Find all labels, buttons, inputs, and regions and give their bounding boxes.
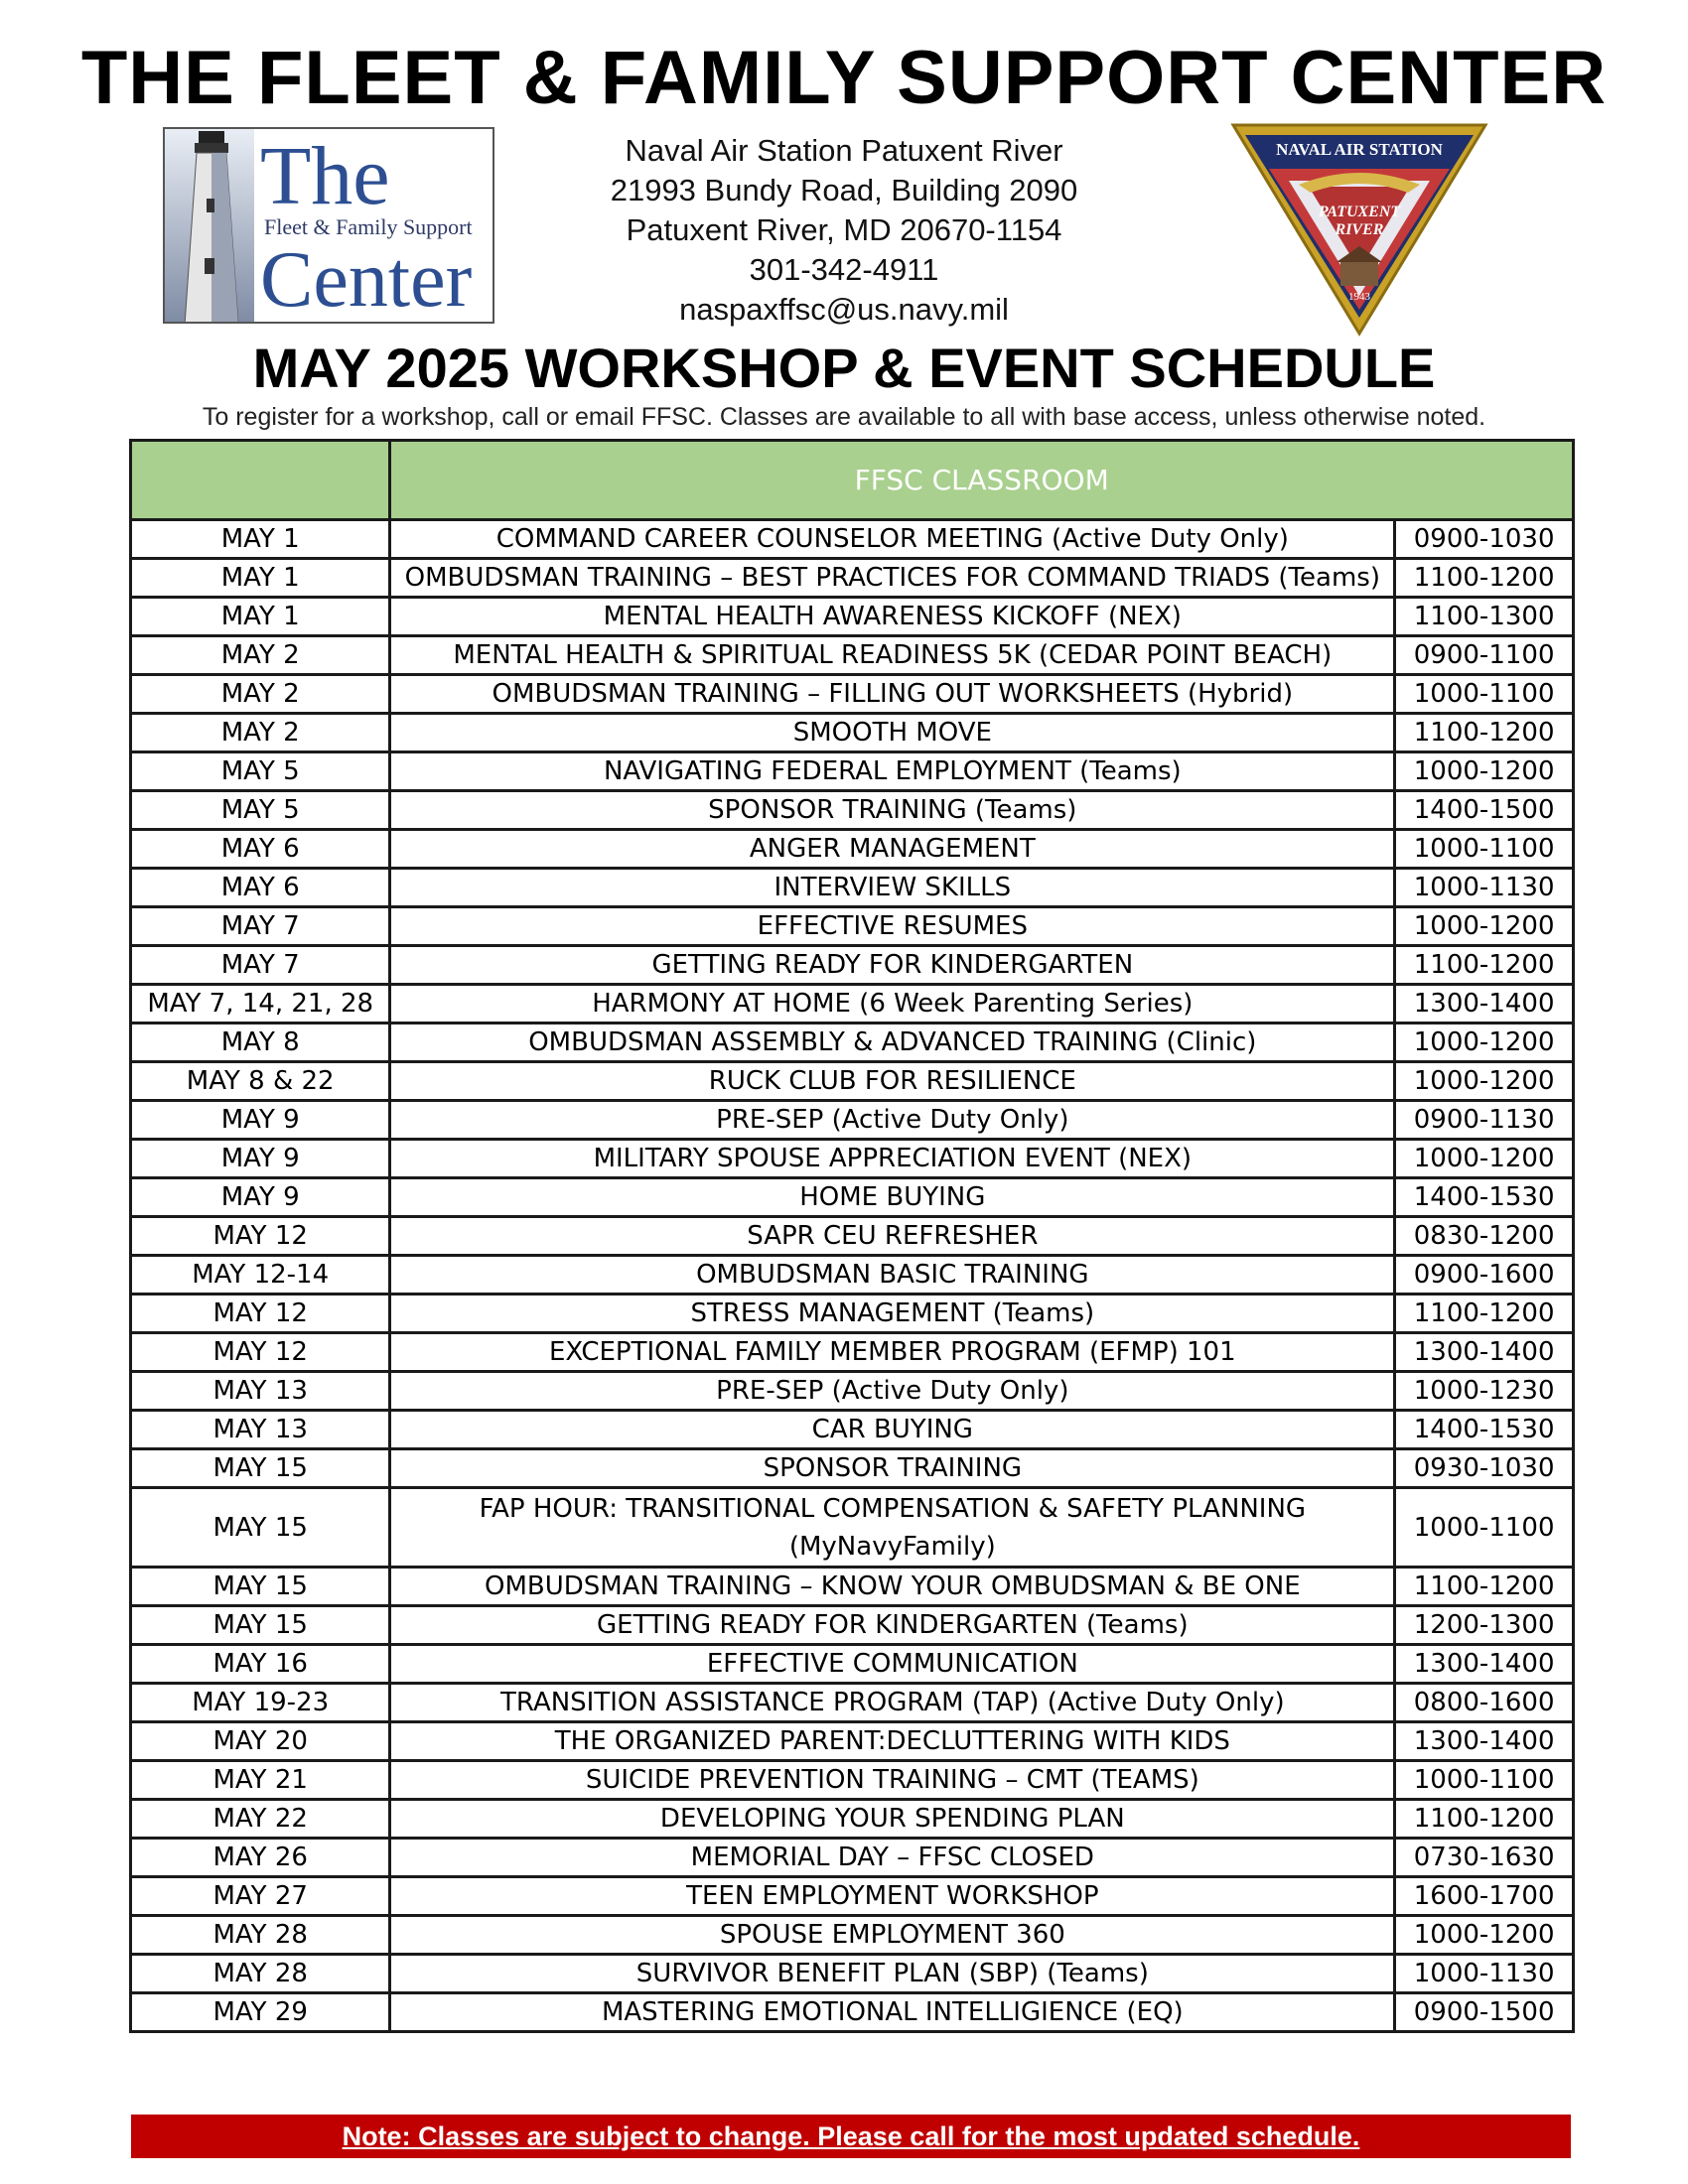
row-event-cell: SPOUSE EMPLOYMENT 360 (390, 1916, 1395, 1955)
table-row (131, 1333, 1574, 1372)
row-date-cell: MAY 19-23 (131, 1684, 390, 1722)
row-event-cell: MENTAL HEALTH & SPIRITUAL READINESS 5K (CEDAR POINT BEACH) (390, 636, 1395, 675)
row-time-cell: 1300-1400 (1395, 1722, 1574, 1761)
table-row (131, 1449, 1574, 1488)
row-event-cell: THE ORGANIZED PARENT:DECLUTTERING WITH KIDS (390, 1722, 1395, 1761)
table-row (131, 1955, 1574, 1993)
row-date-cell: MAY 27 (131, 1877, 390, 1916)
table-row (131, 714, 1574, 752)
table-row (131, 869, 1574, 907)
table-row (131, 1877, 1574, 1916)
row-date-cell: MAY 2 (131, 636, 390, 675)
address-line-city: Patuxent River, MD 20670-1154 (626, 212, 1062, 247)
row-event-cell: OMBUDSMAN TRAINING – FILLING OUT WORKSHEETS (Hybrid) (390, 675, 1395, 714)
row-event-cell: ANGER MANAGEMENT (390, 830, 1395, 869)
row-time-cell: 1600-1700 (1395, 1877, 1574, 1916)
row-event-cell: COMMAND CAREER COUNSELOR MEETING (Active Duty Only) (390, 520, 1395, 559)
table-row (131, 1800, 1574, 1839)
table-row (131, 907, 1574, 946)
table-header-row (131, 441, 1574, 520)
row-time-cell: 1400-1530 (1395, 1178, 1574, 1217)
table-row (131, 1488, 1574, 1568)
row-time-cell: 1100-1200 (1395, 1295, 1574, 1333)
row-time-cell: 0800-1600 (1395, 1684, 1574, 1722)
nas-patuxent-emblem (1229, 121, 1489, 338)
row-time-cell: 1300-1400 (1395, 1645, 1574, 1684)
table-row (131, 1568, 1574, 1606)
row-time-cell: 1100-1200 (1395, 1800, 1574, 1839)
row-time-cell: 0900-1100 (1395, 636, 1574, 675)
row-date-cell: MAY 6 (131, 869, 390, 907)
row-time-cell: 0830-1200 (1395, 1217, 1574, 1256)
row-date-cell: MAY 5 (131, 752, 390, 791)
row-time-cell: 1000-1230 (1395, 1372, 1574, 1411)
table-row (131, 1916, 1574, 1955)
table-row (131, 598, 1574, 636)
row-date-cell: MAY 12 (131, 1333, 390, 1372)
address-line-street: 21993 Bundy Road, Building 2090 (610, 173, 1078, 207)
row-date-cell: MAY 7 (131, 946, 390, 985)
row-time-cell: 1100-1200 (1395, 946, 1574, 985)
row-date-cell: MAY 8 & 22 (131, 1062, 390, 1101)
row-time-cell: 1000-1130 (1395, 869, 1574, 907)
table-row (131, 1722, 1574, 1761)
row-time-cell: 0900-1500 (1395, 1993, 1574, 2032)
address-line-station: Naval Air Station Patuxent River (625, 133, 1063, 168)
row-time-cell: 1100-1300 (1395, 598, 1574, 636)
table-row (131, 1645, 1574, 1684)
row-event-cell: SMOOTH MOVE (390, 714, 1395, 752)
table-row (131, 675, 1574, 714)
table-row (131, 791, 1574, 830)
row-date-cell: MAY 16 (131, 1645, 390, 1684)
table-row (131, 1606, 1574, 1645)
row-date-cell: MAY 2 (131, 714, 390, 752)
table-row (131, 1217, 1574, 1256)
table-row (131, 520, 1574, 559)
row-date-cell: MAY 1 (131, 559, 390, 598)
row-event-cell: OMBUDSMAN ASSEMBLY & ADVANCED TRAINING (Clinic) (390, 1024, 1395, 1062)
row-time-cell: 1000-1200 (1395, 1140, 1574, 1178)
row-event-cell: MEMORIAL DAY – FFSC CLOSED (390, 1839, 1395, 1877)
header-location-cell: FFSC CLASSROOM (390, 441, 1574, 520)
row-time-cell: 1000-1100 (1395, 830, 1574, 869)
table-row (131, 1684, 1574, 1722)
table-row (131, 1993, 1574, 2032)
email-link[interactable]: naspaxffsc@us.navy.mil (679, 292, 1009, 327)
logo-subtitle: Fleet & Family Support (264, 214, 473, 239)
row-time-cell: 1000-1200 (1395, 1024, 1574, 1062)
row-date-cell: MAY 22 (131, 1800, 390, 1839)
row-event-cell: MASTERING EMOTIONAL INTELLIGIENCE (EQ) (390, 1993, 1395, 2032)
row-event-cell: RUCK CLUB FOR RESILIENCE (390, 1062, 1395, 1101)
row-time-cell: 1400-1500 (1395, 791, 1574, 830)
row-event-cell: GETTING READY FOR KINDERGARTEN (Teams) (390, 1606, 1395, 1645)
table-row (131, 1839, 1574, 1877)
table-row (131, 1062, 1574, 1101)
row-date-cell: MAY 15 (131, 1606, 390, 1645)
row-date-cell: MAY 20 (131, 1722, 390, 1761)
row-date-cell: MAY 2 (131, 675, 390, 714)
row-time-cell: 1300-1400 (1395, 985, 1574, 1024)
row-date-cell: MAY 21 (131, 1761, 390, 1800)
row-date-cell: MAY 12 (131, 1217, 390, 1256)
logo-the-text: The (260, 130, 390, 222)
row-event-cell: CAR BUYING (390, 1411, 1395, 1449)
row-time-cell: 1000-1100 (1395, 1488, 1574, 1568)
row-event-cell: OMBUDSMAN TRAINING – BEST PRACTICES FOR COMMAND TRIADS (Teams) (390, 559, 1395, 598)
phone-number[interactable]: 301-342-4911 (749, 252, 939, 287)
row-event-cell: STRESS MANAGEMENT (Teams) (390, 1295, 1395, 1333)
table-row (131, 830, 1574, 869)
row-event-cell: TRANSITION ASSISTANCE PROGRAM (TAP) (Active Duty Only) (390, 1684, 1395, 1722)
row-event-cell: HOME BUYING (390, 1178, 1395, 1217)
row-event-cell: MENTAL HEALTH AWARENESS KICKOFF (NEX) (390, 598, 1395, 636)
schedule-table (129, 439, 1575, 2033)
row-event-cell: SPONSOR TRAINING (Teams) (390, 791, 1395, 830)
logo-center-text: Center (260, 236, 473, 324)
row-time-cell: 1000-1200 (1395, 752, 1574, 791)
row-date-cell: MAY 7 (131, 907, 390, 946)
row-event-cell: SUICIDE PREVENTION TRAINING – CMT (TEAMS) (390, 1761, 1395, 1800)
row-time-cell: 0930-1030 (1395, 1449, 1574, 1488)
row-time-cell: 0900-1130 (1395, 1101, 1574, 1140)
row-date-cell: MAY 15 (131, 1488, 390, 1568)
contact-address (536, 131, 1152, 330)
row-time-cell: 1300-1400 (1395, 1333, 1574, 1372)
row-time-cell: 1100-1200 (1395, 714, 1574, 752)
row-event-cell: OMBUDSMAN TRAINING – KNOW YOUR OMBUDSMAN & BE ONE (390, 1568, 1395, 1606)
row-event-cell: MILITARY SPOUSE APPRECIATION EVENT (NEX) (390, 1140, 1395, 1178)
schedule-title: MAY 2025 WORKSHOP & EVENT SCHEDULE (252, 337, 1436, 399)
row-date-cell: MAY 26 (131, 1839, 390, 1877)
emblem-name-line2: RIVER (1335, 221, 1384, 238)
row-event-cell: NAVIGATING FEDERAL EMPLOYMENT (Teams) (390, 752, 1395, 791)
table-row (131, 1140, 1574, 1178)
emblem-year: 1943 (1348, 291, 1370, 303)
row-date-cell: MAY 1 (131, 520, 390, 559)
row-date-cell: MAY 9 (131, 1140, 390, 1178)
row-date-cell: MAY 13 (131, 1411, 390, 1449)
table-row (131, 1024, 1574, 1062)
table-row (131, 636, 1574, 675)
header-date-cell (131, 441, 390, 520)
row-date-cell: MAY 8 (131, 1024, 390, 1062)
table-row (131, 1101, 1574, 1140)
row-event-cell: PRE-SEP (Active Duty Only) (390, 1101, 1395, 1140)
row-time-cell: 1200-1300 (1395, 1606, 1574, 1645)
row-event-cell: SAPR CEU REFRESHER (390, 1217, 1395, 1256)
table-row (131, 1372, 1574, 1411)
table-row (131, 1411, 1574, 1449)
emblem-top-text: NAVAL AIR STATION (1276, 140, 1443, 159)
row-time-cell: 1100-1200 (1395, 559, 1574, 598)
table-row (131, 985, 1574, 1024)
row-date-cell: MAY 9 (131, 1101, 390, 1140)
row-event-cell: SURVIVOR BENEFIT PLAN (SBP) (Teams) (390, 1955, 1395, 1993)
row-date-cell: MAY 5 (131, 791, 390, 830)
row-event-cell: OMBUDSMAN BASIC TRAINING (390, 1256, 1395, 1295)
row-time-cell: 1000-1200 (1395, 1916, 1574, 1955)
row-date-cell: MAY 7, 14, 21, 28 (131, 985, 390, 1024)
table-row (131, 1256, 1574, 1295)
row-time-cell: 1000-1200 (1395, 907, 1574, 946)
row-event-cell: FAP HOUR: TRANSITIONAL COMPENSATION & SAFETY PLANNING (MyNavyFamily) (390, 1488, 1395, 1568)
row-date-cell: MAY 1 (131, 598, 390, 636)
schedule-change-note: Note: Classes are subject to change. Please call for the most updated schedule. (131, 2115, 1571, 2158)
row-time-cell: 1000-1100 (1395, 1761, 1574, 1800)
row-date-cell: MAY 12-14 (131, 1256, 390, 1295)
ffsc-logo (163, 127, 494, 324)
emblem-name-line1: PATUXENT (1318, 204, 1401, 220)
row-time-cell: 1000-1130 (1395, 1955, 1574, 1993)
row-date-cell: MAY 6 (131, 830, 390, 869)
row-time-cell: 1400-1530 (1395, 1411, 1574, 1449)
row-event-cell: PRE-SEP (Active Duty Only) (390, 1372, 1395, 1411)
row-date-cell: MAY 15 (131, 1449, 390, 1488)
schedule-subtitle: To register for a workshop, call or email FFSC. Classes are available to all with base access, unless otherwise noted. (202, 403, 1486, 431)
row-time-cell: 0900-1030 (1395, 520, 1574, 559)
row-date-cell: MAY 29 (131, 1993, 390, 2032)
row-date-cell: MAY 28 (131, 1916, 390, 1955)
table-row (131, 1295, 1574, 1333)
row-event-cell: DEVELOPING YOUR SPENDING PLAN (390, 1800, 1395, 1839)
table-row (131, 1178, 1574, 1217)
row-date-cell: MAY 28 (131, 1955, 390, 1993)
row-time-cell: 1000-1200 (1395, 1062, 1574, 1101)
page-title: THE FLEET & FAMILY SUPPORT CENTER (80, 36, 1608, 120)
table-row (131, 1761, 1574, 1800)
row-event-cell: EFFECTIVE COMMUNICATION (390, 1645, 1395, 1684)
table-row (131, 946, 1574, 985)
row-event-cell: TEEN EMPLOYMENT WORKSHOP (390, 1877, 1395, 1916)
row-time-cell: 0900-1600 (1395, 1256, 1574, 1295)
row-event-cell: GETTING READY FOR KINDERGARTEN (390, 946, 1395, 985)
row-date-cell: MAY 13 (131, 1372, 390, 1411)
row-event-cell: HARMONY AT HOME (6 Week Parenting Series) (390, 985, 1395, 1024)
table-row (131, 752, 1574, 791)
row-time-cell: 1100-1200 (1395, 1568, 1574, 1606)
row-event-cell: INTERVIEW SKILLS (390, 869, 1395, 907)
row-event-cell: EXCEPTIONAL FAMILY MEMBER PROGRAM (EFMP) 101 (390, 1333, 1395, 1372)
row-event-cell: SPONSOR TRAINING (390, 1449, 1395, 1488)
table-row (131, 559, 1574, 598)
row-date-cell: MAY 12 (131, 1295, 390, 1333)
row-time-cell: 0730-1630 (1395, 1839, 1574, 1877)
row-date-cell: MAY 9 (131, 1178, 390, 1217)
row-event-cell: EFFECTIVE RESUMES (390, 907, 1395, 946)
row-time-cell: 1000-1100 (1395, 675, 1574, 714)
row-date-cell: MAY 15 (131, 1568, 390, 1606)
